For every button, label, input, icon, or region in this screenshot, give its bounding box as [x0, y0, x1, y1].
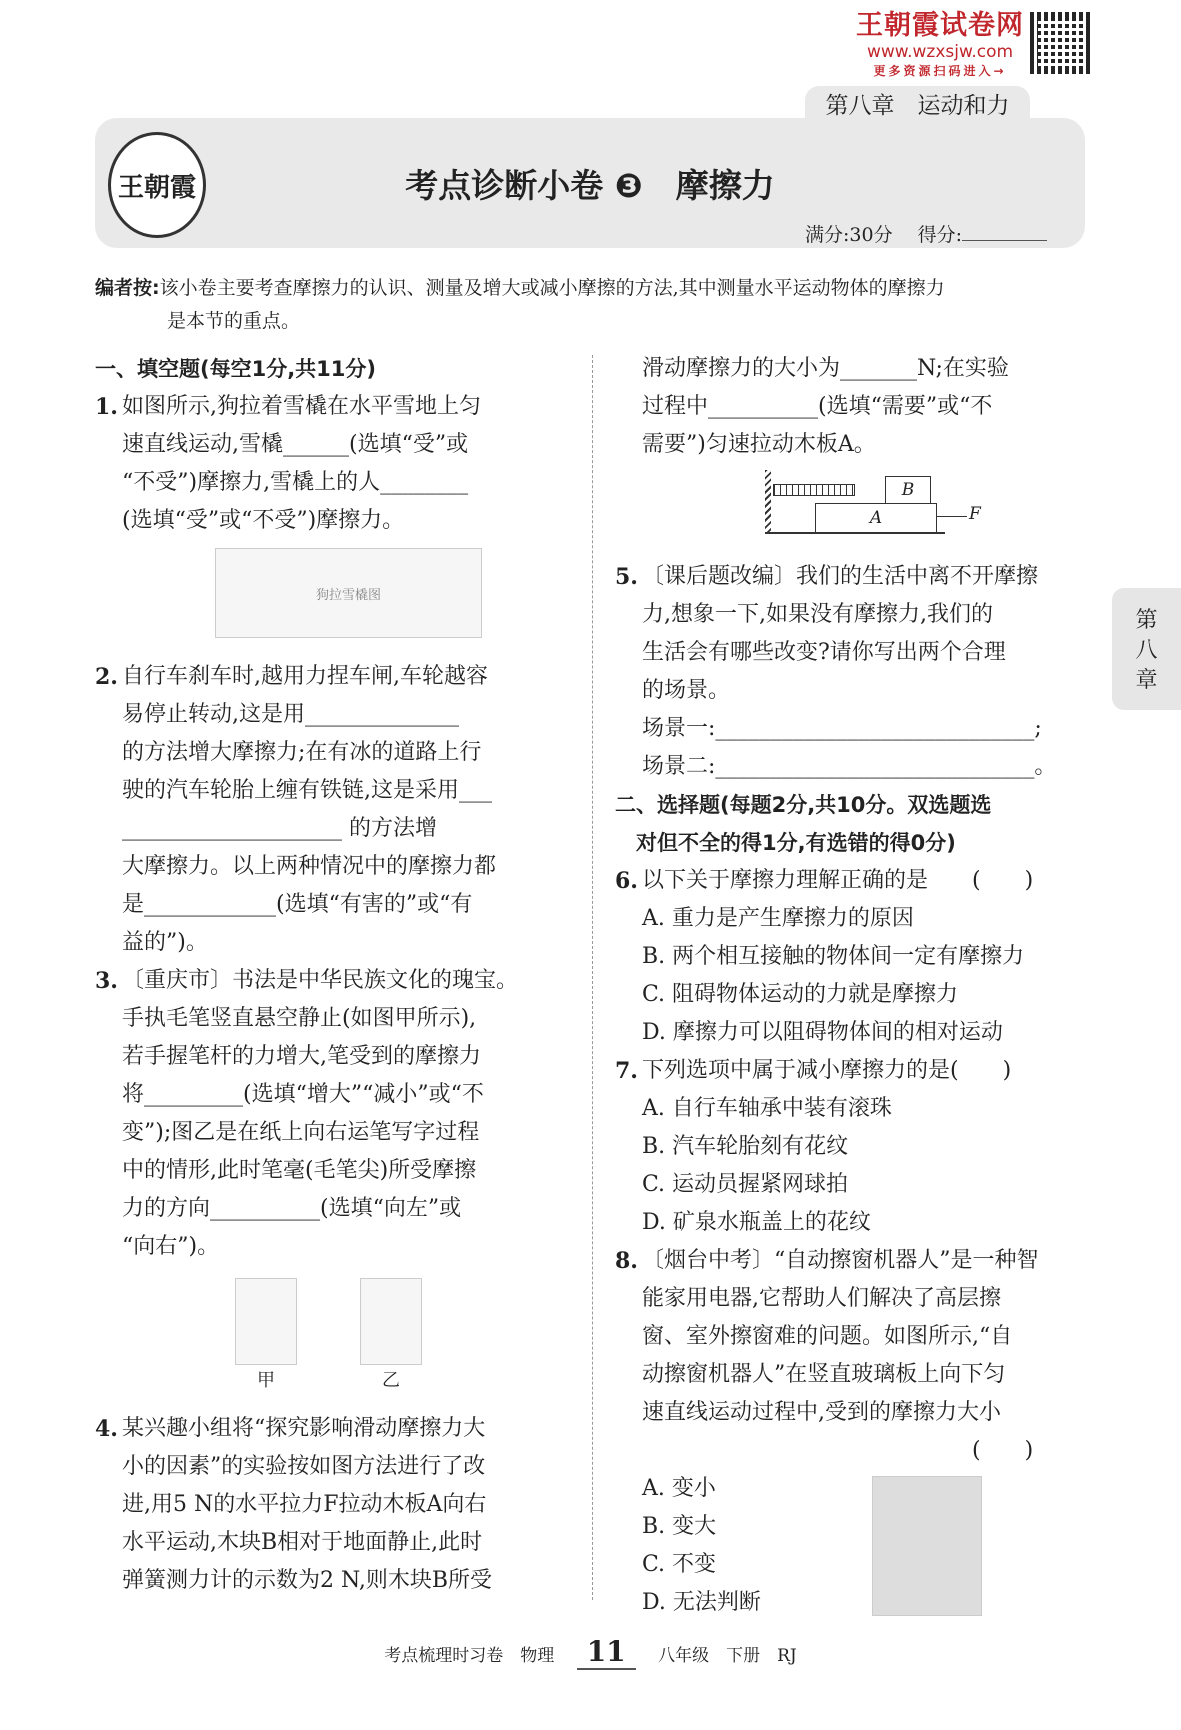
force-label: F [969, 504, 981, 524]
question-line[interactable]: 生活会有哪些改变?请你写出两个合理 [642, 640, 1006, 665]
publisher-seal-icon: 王朝霞 [108, 132, 206, 238]
question-number: 7. [615, 1058, 638, 1084]
brand-url[interactable]: www.wzxsjw.com [866, 42, 1014, 62]
left-column [95, 350, 565, 1600]
question-line[interactable]: C. 阻碍物体运动的力就是摩擦力 [642, 982, 959, 1007]
side-tab-char: 第 [1135, 608, 1158, 633]
question-line[interactable]: 〔重庆市〕书法是中华民族文化的瑰宝。 [122, 968, 519, 993]
illustration-sled-dogs [215, 548, 482, 638]
illustration-brush-a [235, 1278, 297, 1365]
question-line[interactable]: A. 变小 [642, 1476, 716, 1501]
question-line[interactable]: 〔课后题改编〕我们的生活中离不开摩擦 [642, 564, 1039, 589]
section-heading: 二、选择题(每题2分,共10分。双选题选 [615, 793, 992, 817]
full-score: 满分:30分 [805, 224, 893, 246]
question-line[interactable]: 以下关于摩擦力理解正确的是 ( ) [642, 868, 1034, 893]
question-line[interactable]: 力的方向__________(选填“向左”或 [122, 1196, 462, 1221]
question-line[interactable]: B. 汽车轮胎刻有花纹 [642, 1134, 849, 1159]
question [95, 962, 565, 1266]
note-line: 该小卷主要考查摩擦力的认识、测量及增大或减小摩擦的方法,其中测量水平运动物体的摩擦力 [159, 277, 945, 299]
question-line[interactable]: A. 重力是产生摩擦力的原因 [642, 906, 914, 931]
question [95, 1410, 565, 1600]
question-line[interactable]: 需要”)匀速拉动木板A。 [642, 432, 876, 457]
spring-scale [773, 484, 855, 496]
footer-left: 考点梳理时习卷 物理 [384, 1646, 555, 1666]
editor-note [95, 272, 1085, 338]
question-line[interactable]: 窗、室外擦窗难的问题。如图所示,“自 [642, 1324, 1013, 1349]
chapter-tab: 第八章 运动和力 [805, 86, 1030, 126]
score-label: 得分: [917, 224, 963, 246]
question-line[interactable]: 速直线运动过程中,受到的摩擦力大小 [642, 1400, 1001, 1425]
wall [765, 470, 771, 534]
question-line[interactable]: C. 不变 [642, 1552, 717, 1577]
figure-label: 乙 [382, 1370, 400, 1391]
illustration-brush-b [360, 1278, 422, 1365]
column-divider [592, 355, 593, 1600]
question-line[interactable]: ( ) [642, 1438, 1034, 1463]
section-heading: 对但不全的得1分,有选错的得0分) [615, 831, 956, 855]
question-line[interactable]: (选填“受”或“不受”)摩擦力。 [122, 508, 405, 533]
question-line[interactable]: 某兴趣小组将“探究影响滑动摩擦力大 [122, 1416, 486, 1441]
window-robot-photo [872, 1476, 982, 1616]
question-line[interactable]: 手执毛笔竖直悬空静止(如图甲所示), [122, 1006, 477, 1031]
right-column [615, 350, 1085, 1622]
question-number: 6. [615, 868, 638, 894]
page-number: 11 [577, 1635, 636, 1670]
question-line[interactable]: 如图所示,狗拉着雪橇在水平雪地上匀 [122, 394, 481, 419]
question-line[interactable]: 益的”)。 [122, 930, 208, 955]
question-line[interactable]: 的场景。 [642, 678, 731, 703]
block-b: B [885, 476, 931, 504]
figure-label: 甲 [257, 1370, 275, 1391]
question-line[interactable]: 小的因素”的实验按如图方法进行了改 [122, 1454, 486, 1479]
question-line[interactable]: 是____________(选填“有害的”或“有 [122, 892, 473, 917]
note-line: 是本节的重点。 [167, 310, 301, 332]
block-sec2 [615, 786, 1085, 862]
score-blank[interactable] [962, 222, 1047, 241]
question-continued [615, 350, 1085, 464]
question-line[interactable]: D. 摩擦力可以阻碍物体间的相对运动 [642, 1020, 1003, 1045]
question-line[interactable]: 变”);图乙是在纸上向右运笔写字过程 [122, 1120, 480, 1145]
note-label: 编者按: [95, 277, 160, 299]
question-line[interactable]: 下列选项中属于减小摩擦力的是( ) [642, 1058, 1012, 1083]
brand-logo[interactable] [855, 10, 1025, 79]
question [95, 658, 565, 962]
block-sec [95, 350, 565, 388]
side-chapter-tab [1112, 588, 1181, 710]
question-line[interactable]: 驶的汽车轮胎上缠有铁链,这是采用___ [122, 778, 492, 803]
question-line[interactable]: B. 两个相互接触的物体间一定有摩擦力 [642, 944, 1025, 969]
question-line[interactable]: 力,想象一下,如果没有摩擦力,我们的 [642, 602, 993, 627]
question [615, 862, 1085, 1052]
question [615, 1052, 1085, 1242]
question-line[interactable]: “向右”)。 [122, 1234, 220, 1259]
question-line[interactable]: 的方法增大摩擦力;在有冰的道路上行 [122, 740, 482, 765]
block-diag [765, 470, 1085, 546]
question-number: 2. [95, 664, 118, 690]
question [615, 558, 1085, 786]
footer-right: 八年级 下册 RJ [658, 1646, 797, 1666]
board-a: A [815, 503, 937, 533]
question-line[interactable]: 易停止转动,这是用______________ [122, 702, 459, 727]
question-number: 4. [95, 1416, 118, 1442]
question-line[interactable]: A. 自行车轴承中装有滚珠 [642, 1096, 892, 1121]
force-arrow [937, 516, 967, 517]
question-line[interactable]: 水平运动,木块B相对于地面静止,此时 [122, 1530, 483, 1555]
block-fig2 [95, 1278, 565, 1396]
question-line[interactable]: “不受”)摩擦力,雪橇上的人________ [122, 470, 469, 495]
question-line[interactable]: 场景一:_____________________________; [642, 716, 1042, 741]
question-line[interactable]: 弹簧测力计的示数为2 N,则木块B所受 [122, 1568, 492, 1593]
question-line[interactable]: 中的情形,此时笔毫(毛笔尖)所受摩擦 [122, 1158, 477, 1183]
question-line[interactable]: 进,用5 N的水平拉力F拉动木板A向右 [122, 1492, 487, 1517]
question-line[interactable]: 动擦窗机器人”在竖直玻璃板上向下匀 [642, 1362, 1006, 1387]
brand-name: 王朝霞试卷网 [856, 10, 1024, 41]
question-number: 3. [95, 968, 118, 994]
figure-caption: 狗拉雪橇图 [315, 587, 381, 603]
question-number: 8. [615, 1248, 638, 1274]
question [95, 388, 565, 540]
question-line[interactable]: 速直线运动,雪橇______(选填“受”或 [122, 432, 469, 457]
brand-more: 更多资源扫码进入→ [873, 64, 1007, 78]
question [615, 1242, 1085, 1622]
page-title: 考点诊断小卷 ❸ 摩擦力 [405, 166, 775, 205]
question-line[interactable]: 过程中__________(选填“需要”或“不 [642, 394, 993, 419]
question-line[interactable]: ____________________ 的方法增 [122, 816, 437, 841]
section-heading: 一、填空题(每空1分,共11分) [95, 357, 377, 381]
question-line[interactable]: 将_________(选填“增大”“减小”或“不 [122, 1082, 484, 1107]
score-line [805, 220, 1047, 247]
question-line[interactable]: C. 运动员握紧网球拍 [642, 1172, 849, 1197]
question-line[interactable]: D. 矿泉水瓶盖上的花纹 [642, 1210, 871, 1235]
question-line[interactable]: 自行车刹车时,越用力捏车闸,车轮越容 [122, 664, 488, 689]
footer [0, 1635, 1181, 1668]
question-number: 1. [95, 394, 118, 420]
question-line[interactable]: 能家用电器,它帮助人们解决了高层擦 [642, 1286, 1001, 1311]
question-line[interactable]: 〔烟台中考〕“自动擦窗机器人”是一种智 [642, 1248, 1039, 1273]
side-tab-char: 章 [1135, 668, 1158, 693]
qr-code-icon[interactable] [1030, 12, 1092, 74]
question-line[interactable]: 若手握笔杆的力增大,笔受到的摩擦力 [122, 1044, 481, 1069]
question-number: 5. [615, 564, 638, 590]
question-line[interactable]: 大摩擦力。以上两种情况中的摩擦力都 [122, 854, 497, 879]
block-fig [95, 548, 565, 638]
question-line[interactable]: 场景二:_____________________________。 [642, 754, 1057, 779]
side-tab-char: 八 [1135, 638, 1158, 663]
question-line[interactable]: D. 无法判断 [642, 1590, 761, 1615]
question-line[interactable]: 滑动摩擦力的大小为_______N;在实验 [642, 356, 1009, 381]
question-line[interactable]: B. 变大 [642, 1514, 717, 1539]
